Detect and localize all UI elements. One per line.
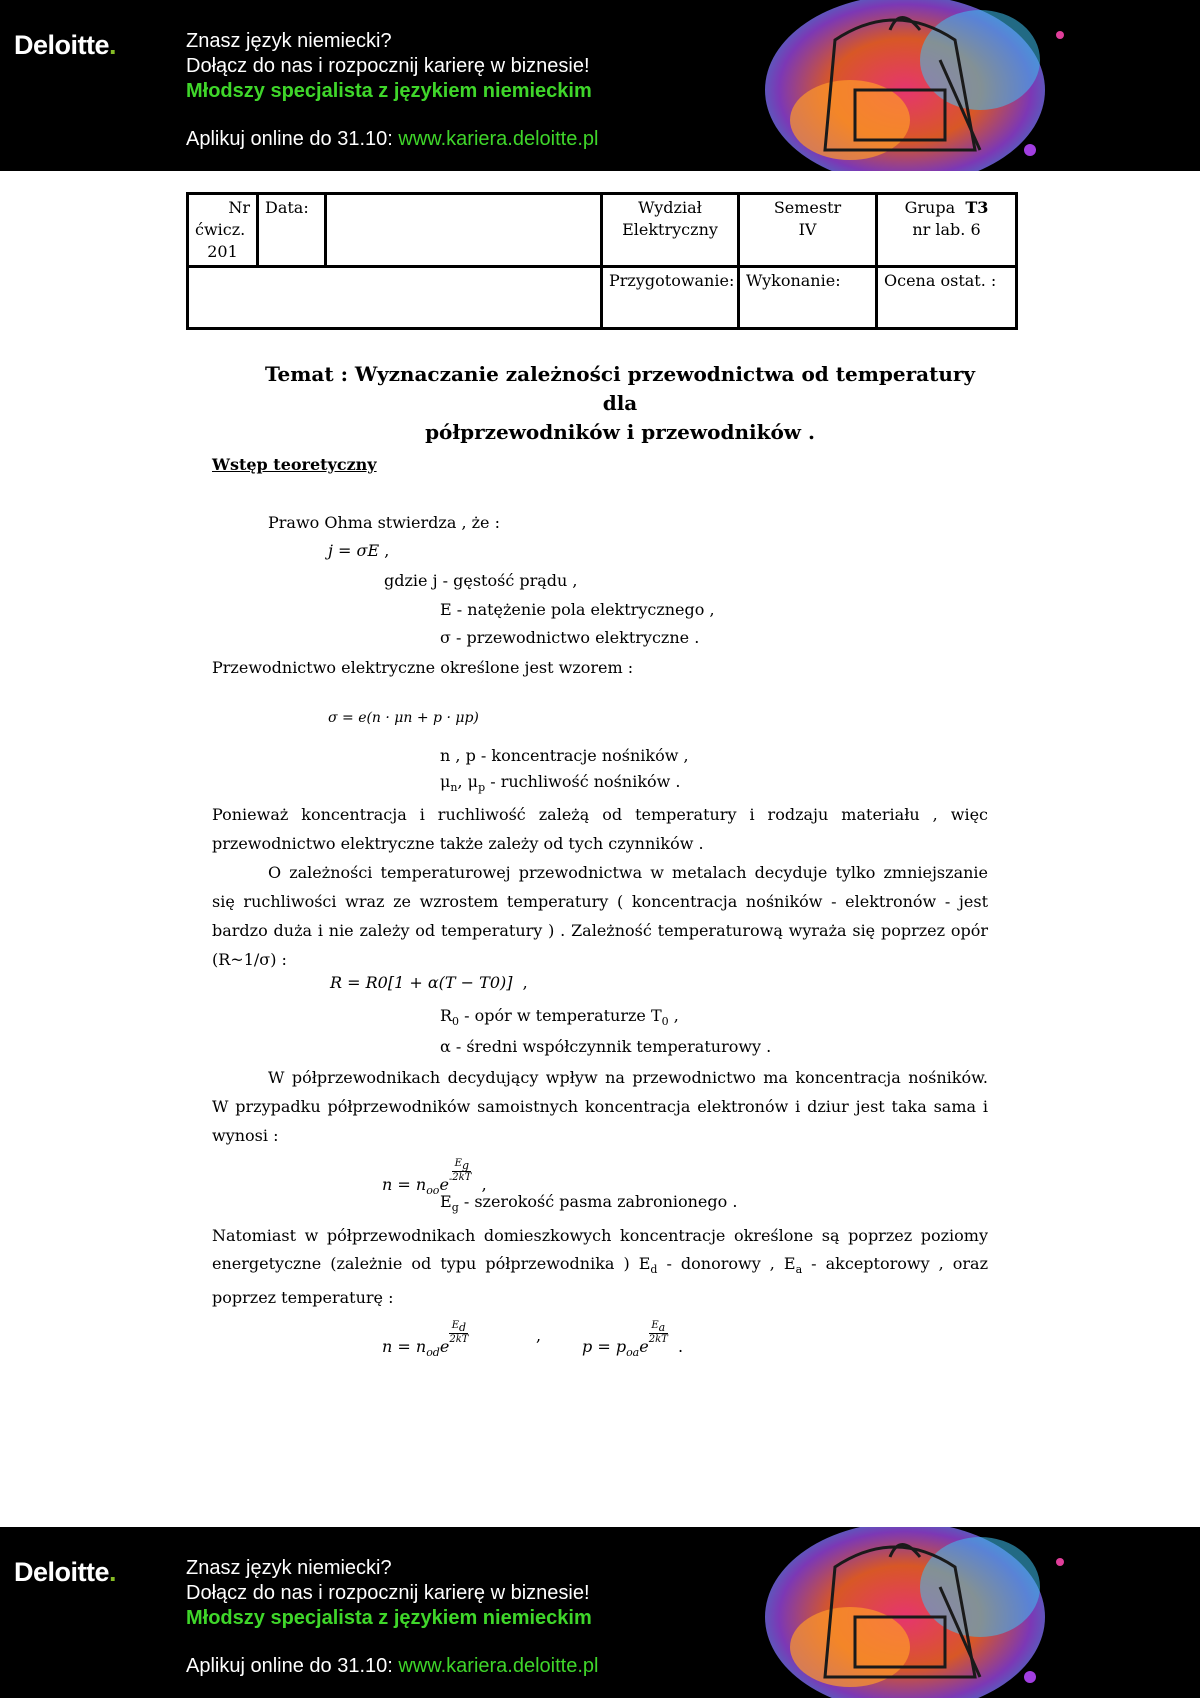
ad-line-3: Młodszy specjalista z językiem niemieckim: [186, 80, 592, 102]
cell-wykonanie: Wykonanie:: [739, 267, 877, 329]
cell-semestr: Semestr IV: [739, 194, 877, 267]
definition-j: gdzie j - gęstość prądu ,: [384, 571, 578, 590]
ad-banner-bottom[interactable]: [0, 1527, 1200, 1698]
equation-donor: $n = n_{od}e$ $\frac{E_d}{2kT}$: [382, 1320, 469, 1360]
definition-mobility: $\mu_n$, $\mu_p$ - ruchliwość nośników .: [440, 772, 681, 795]
cell-blank: [326, 194, 602, 267]
ohm-intro: Prawo Ohma stwierdza , że :: [268, 513, 500, 532]
ad-url-link[interactable]: www.kariera.deloitte.pl: [398, 128, 599, 150]
backpack-splash-image: [740, 1527, 1200, 1698]
ad-banner-top[interactable]: [0, 0, 1200, 171]
definition-r0: $R_0$ - opór w temperaturze $T_0$ ,: [440, 1006, 679, 1029]
equation-conductivity: σ = e(n · μn + p · μp): [328, 710, 479, 726]
cell-wydzial: Wydział Elektryczny: [602, 194, 739, 267]
equation-intrinsic: $n = n_{oo}e^-$ $\frac{E_g}{2kT}$ ,: [382, 1158, 487, 1198]
definition-alpha: α - średni współczynnik temperaturowy .: [440, 1037, 772, 1056]
cell-ocena: Ocena ostat. :: [877, 267, 1017, 329]
definition-eg: $E_g$ - szerokość pasma zabronionego .: [440, 1192, 738, 1215]
ad-line-3: Młodszy specjalista z językiem niemieckim: [186, 1607, 592, 1629]
paragraph-2: O zależności temperaturowej przewodnictwa w metalach decyduje tylko zmniejszanie się ruchliwości wraz ze wzrostem temperatury ( koncentracja nośników - elektronów - jest bardzo duża i nie zależy od temperatury ) . Zależność temperaturową wyraża się poprzez opór (R~1/σ) :: [212, 863, 988, 969]
cell-nr: Nr ćwicz. 201: [188, 194, 258, 267]
deloitte-logo: Deloitte.: [14, 1557, 117, 1587]
ad-url-link[interactable]: www.kariera.deloitte.pl: [398, 1655, 599, 1677]
equation-ohm: j = σE ,: [328, 541, 390, 560]
ad-apply-line: Aplikuj online do 31.10: www.kariera.deloitte.pl: [186, 128, 599, 150]
paragraph-1: Ponieważ koncentracja i ruchliwość zależą od temperatury i rodzaju materiału , więc przewodnictwo elektryczne także zależy od tych czynników .: [212, 805, 988, 853]
section-heading: Wstęp teoretyczny: [212, 455, 377, 474]
definition-np: n , p - koncentracje nośników ,: [440, 746, 689, 765]
definition-e: E - natężenie pola elektrycznego ,: [440, 600, 715, 619]
header-table: [186, 192, 1018, 330]
document-title: Temat : Wyznaczanie zależności przewodnictwa od temperatury dla półprzewodników i przewodników .: [264, 362, 976, 444]
equation-acceptor: $p = p_{oa}e$ $\frac{E_a}{2kT}$ .: [582, 1320, 684, 1360]
deloitte-logo: Deloitte.: [14, 30, 117, 60]
equation-separator: ,: [536, 1326, 542, 1345]
ad-line-1: Znasz język niemiecki?: [186, 1557, 392, 1579]
equation-resistance: R = R0[1 + α(T − T0)] ,: [330, 973, 528, 992]
cell-przygotowanie: Przygotowanie:: [602, 267, 739, 329]
paragraph-4: Natomiast w półprzewodnikach domieszkowych koncentracje określone są poprzez poziomy energetyczne (zależnie od typu półprzewodnika ) $E_d$ - donorowy , $E_a$ - akceptorowy , oraz poprzez temperaturę :: [212, 1226, 988, 1308]
backpack-splash-image: [740, 0, 1200, 171]
paragraph-3: W półprzewodnikach decydujący wpływ na przewodnictwo ma koncentracja nośników. W przypadku półprzewodników samoistnych koncentracja elektronów i dziur jest taka sama i wynosi :: [212, 1068, 988, 1145]
ad-line-2: Dołącz do nas i rozpocznij karierę w biznesie!: [186, 1582, 590, 1604]
ad-apply-line: Aplikuj online do 31.10: www.kariera.deloitte.pl: [186, 1655, 599, 1677]
ad-line-2: Dołącz do nas i rozpocznij karierę w biznesie!: [186, 55, 590, 77]
conductivity-definition: Przewodnictwo elektryczne określone jest wzorem :: [212, 658, 634, 677]
cell-names: [188, 267, 602, 329]
cell-data: Data:: [258, 194, 326, 267]
definition-sigma: σ - przewodnictwo elektryczne .: [440, 628, 700, 647]
cell-grupa: Grupa T3 nr lab. 6: [877, 194, 1017, 267]
ad-line-1: Znasz język niemiecki?: [186, 30, 392, 52]
